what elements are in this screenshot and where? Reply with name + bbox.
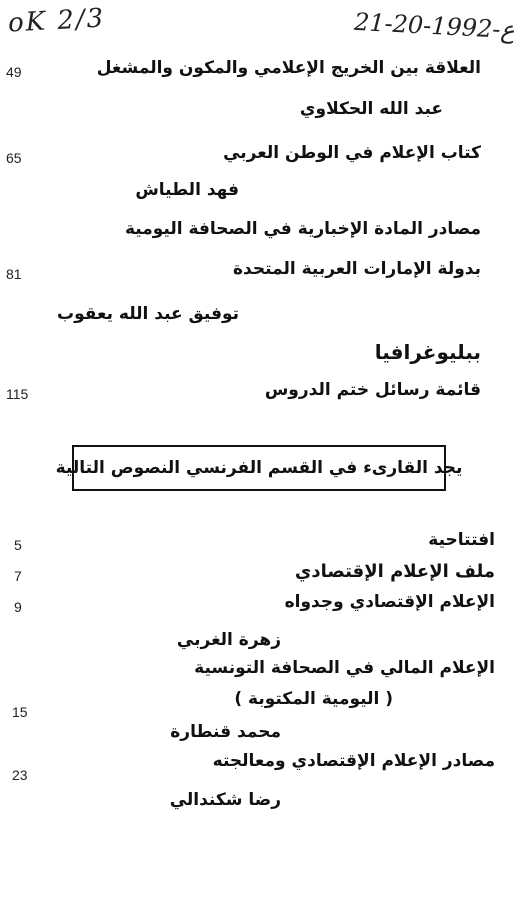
entry-title: الإعلام الإقتصادي وجدواه	[284, 592, 495, 612]
editorial-title: افتتاحية	[428, 530, 495, 550]
page-number: 115	[6, 386, 29, 402]
entry-author: توفيق عبد الله يعقوب	[57, 304, 239, 324]
page-number: 9	[14, 599, 22, 615]
entry-title-line1: مصادر المادة الإخبارية في الصحافة اليومية	[124, 219, 481, 239]
handwritten-date: 21-20-ع-1992	[353, 7, 516, 45]
french-section-notice: يجد القارىء في القسم الفرنسي النصوص التالية	[55, 458, 463, 478]
bibliography-heading: ببليوغرافيا	[374, 340, 481, 364]
entry-title-line1: الإعلام المالي في الصحافة التونسية	[194, 658, 495, 678]
entry-title-line2: ( اليومية المكتوبة )	[234, 689, 393, 709]
entry-author: محمد قنطارة	[170, 722, 281, 742]
entry-title-line2: بدولة الإمارات العربية المتحدة	[233, 259, 481, 279]
entry-author: رضا شكندالي	[169, 790, 281, 810]
entry-title: العلاقة بين الخريج الإعلامي والمكون والمشغل	[96, 58, 481, 78]
entry-title: كتاب الإعلام في الوطن العربي	[223, 143, 481, 163]
page-number: 23	[12, 767, 28, 783]
entry-title: قائمة رسائل ختم الدروس	[264, 380, 481, 400]
entry-author: فهد الطياش	[135, 180, 239, 200]
handwritten-note: oK 2/3	[7, 3, 106, 39]
page-number: 49	[6, 64, 22, 80]
page-number: 5	[14, 537, 22, 553]
page-number: 81	[6, 266, 22, 282]
dossier-heading: ملف الإعلام الإقتصادي	[294, 561, 495, 582]
entry-author: عبد الله الحكلاوي	[299, 99, 443, 119]
entry-author: زهرة الغربي	[176, 630, 281, 650]
page-number: 7	[14, 568, 22, 584]
entry-title: مصادر الإعلام الإقتصادي ومعالجته	[212, 751, 495, 771]
page-number: 15	[12, 704, 28, 720]
page-number: 65	[6, 150, 22, 166]
french-section-notice-box	[55, 445, 463, 491]
